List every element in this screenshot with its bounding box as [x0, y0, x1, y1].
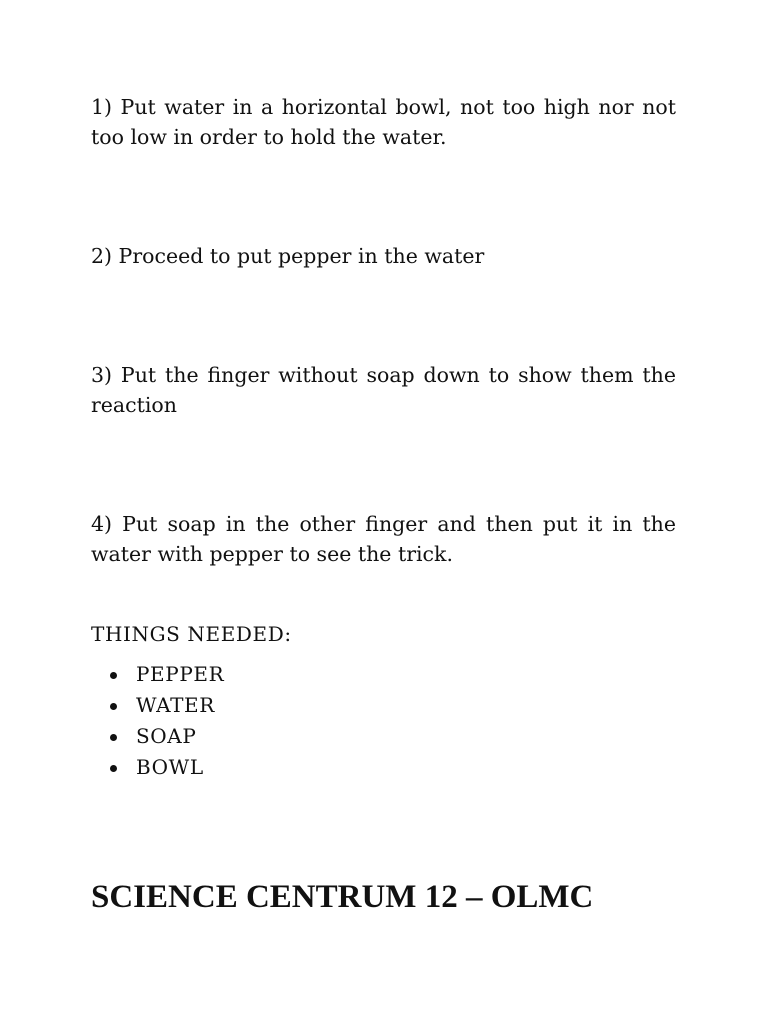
list-item	[91, 752, 224, 783]
bullet-icon	[110, 672, 117, 679]
list-item-label: WATER	[136, 693, 215, 717]
step-2: 2) Proceed to put pepper in the water	[91, 244, 485, 268]
things-needed-heading: THINGS NEEDED:	[91, 622, 292, 646]
list-item	[91, 690, 224, 721]
footer-title: SCIENCE CENTRUM 12 – OLMC	[91, 879, 594, 915]
step-3: 3) Put the finger without soap down to show them the reaction	[91, 363, 676, 417]
list-item	[91, 721, 224, 752]
bullet-icon	[110, 703, 117, 710]
list-item-label: SOAP	[136, 724, 197, 748]
bullet-icon	[110, 765, 117, 772]
list-item	[91, 659, 224, 690]
list-item-label: BOWL	[136, 755, 204, 779]
bullet-icon	[110, 734, 117, 741]
things-needed-list	[91, 659, 224, 783]
step-1: 1) Put water in a horizontal bowl, not too high nor not too low in order to hold the water.	[91, 95, 676, 149]
list-item-label: PEPPER	[136, 662, 225, 686]
step-4: 4) Put soap in the other finger and then put it in the water with pepper to see the trick.	[91, 512, 676, 566]
